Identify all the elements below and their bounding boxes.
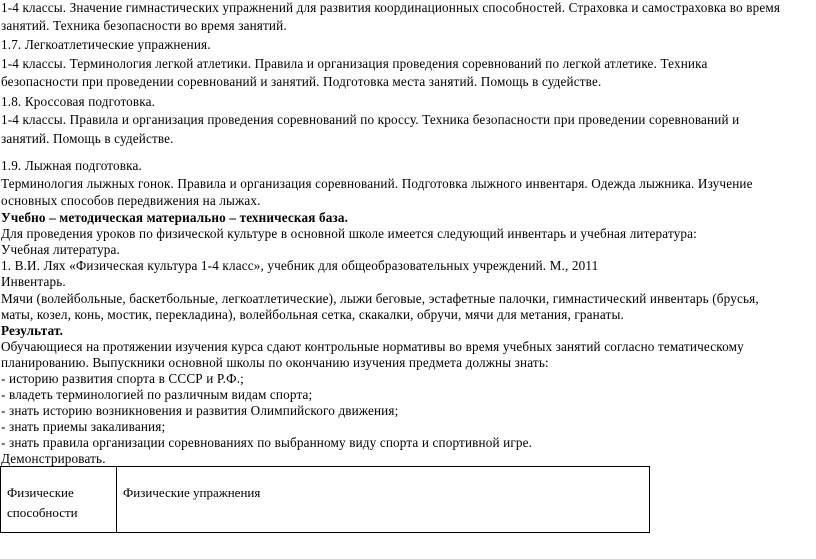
cell-text: Физические упражнения bbox=[123, 485, 261, 500]
subheading-literature: Учебная литература. bbox=[1, 242, 120, 257]
list-item: - владеть терминологией по различным видам спорта; bbox=[1, 387, 313, 402]
section-heading-1-9: 1.9. Лыжная подготовка. bbox=[1, 158, 142, 173]
paragraph-line: Демонстрировать. bbox=[1, 451, 106, 466]
paragraph-line: Мячи (волейбольные, баскетбольные, легкоатлетические), лыжи беговые, эстафетные палочки, гимнастический инвентарь (брусья, bbox=[1, 291, 759, 306]
bold-heading-result: Результат. bbox=[1, 323, 64, 338]
table-cell-abilities bbox=[1, 467, 117, 533]
bold-heading-material-base: Учебно – методическая материально – техническая база. bbox=[1, 210, 349, 225]
paragraph-line: занятий. Помощь в судействе. bbox=[1, 131, 174, 146]
table-cell-exercises bbox=[117, 467, 650, 533]
cell-text: Физические bbox=[7, 485, 74, 500]
abilities-table bbox=[0, 466, 650, 533]
list-item: - знать историю возникновения и развития Олимпийского движения; bbox=[1, 403, 399, 418]
paragraph-line: 1-4 классы. Правила и организация проведения соревнований по кроссу. Техника безопасности при проведении соревнований и bbox=[1, 112, 740, 127]
paragraph-line: основных способов передвижения на лыжах. bbox=[1, 193, 261, 208]
paragraph-line: безопасности при проведении соревнований и занятий. Подготовка места занятий. Помощь в судействе. bbox=[1, 74, 602, 89]
paragraph-line: 1-4 классы. Терминология легкой атлетики. Правила и организация проведения соревнований по легкой атлетике. Техника bbox=[1, 56, 708, 71]
paragraph-line: занятий. Техника безопасности во время занятий. bbox=[1, 18, 287, 33]
paragraph-line: Терминология лыжных гонок. Правила и организация соревнований. Подготовка лыжного инвентаря. Одежда лыжника. Изучение bbox=[1, 176, 753, 191]
section-heading-1-7: 1.7. Легкоатлетические упражнения. bbox=[1, 37, 211, 52]
paragraph-line: 1-4 классы. Значение гимнастических упражнений для развития координационных способностей. Страховка и самостраховка во время bbox=[1, 0, 781, 15]
list-item: - знать правила организации соревнованиях по выбранному виду спорта и спортивной игре. bbox=[1, 435, 533, 450]
section-heading-1-8: 1.8. Кроссовая подготовка. bbox=[1, 94, 156, 109]
paragraph-line: маты, козел, конь, мостик, перекладина), волейбольная сетка, скакалки, обручи, мячи для метания, гранаты. bbox=[1, 307, 624, 322]
paragraph-line: планированию. Выпускники основной школы по окончанию изучения предмета должны знать: bbox=[1, 355, 549, 370]
subheading-inventory: Инвентарь. bbox=[1, 274, 66, 289]
table-row bbox=[1, 467, 650, 533]
paragraph-line: Обучающиеся на протяжении изучения курса сдают контрольные нормативы во время учебных занятий согласно тематическому bbox=[1, 339, 744, 354]
list-item: - историю развития спорта в СССР и Р.Ф.; bbox=[1, 371, 244, 386]
cell-text: способности bbox=[7, 505, 78, 520]
paragraph-line: Для проведения уроков по физической культуре в основной школе имеется следующий инвентарь и учебная литература: bbox=[1, 226, 697, 241]
list-item: - знать приемы закаливания; bbox=[1, 419, 166, 434]
literature-item: 1. В.И. Лях «Физическая культура 1-4 класс», учебник для общеобразовательных учреждений. М., 2011 bbox=[1, 258, 599, 273]
